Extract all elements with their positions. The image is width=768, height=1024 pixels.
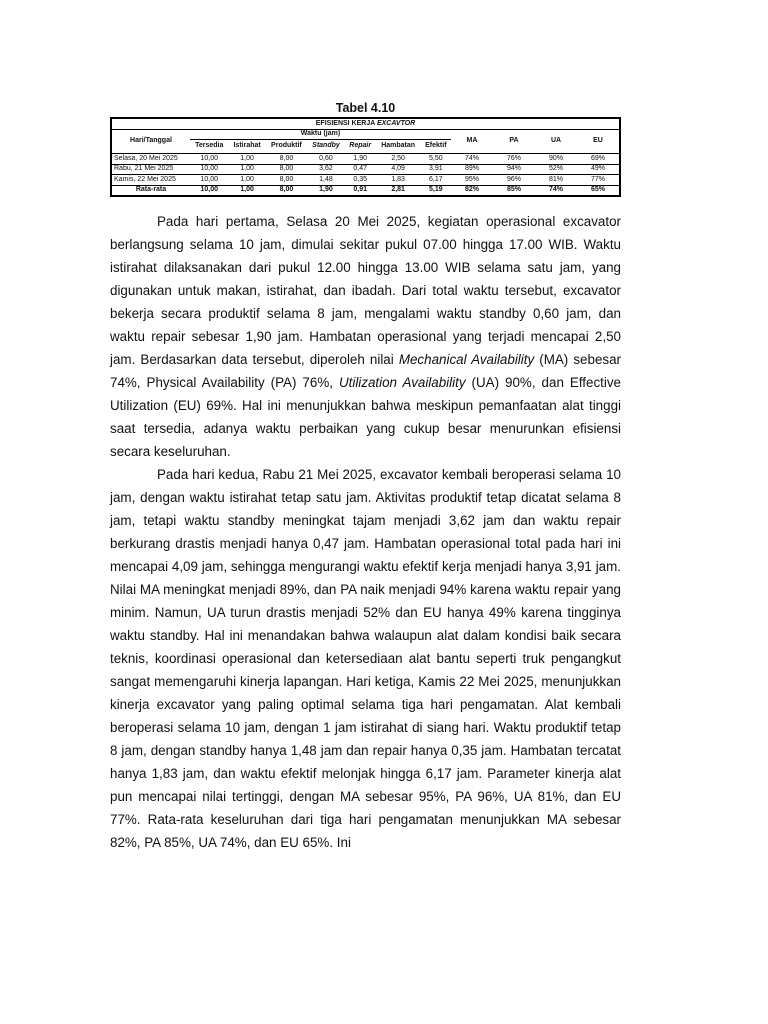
cell: 1,90 [345,154,376,165]
cell: 1,00 [228,164,265,175]
header-hambatan: Hambatan [376,140,421,154]
cell: 81% [535,175,577,186]
cell: 0,91 [345,185,376,195]
header-eu: EU [577,130,619,154]
cell: 74% [535,185,577,195]
cell-day: Rabu, 21 Mei 2025 [112,164,190,175]
cell: 4,09 [376,164,421,175]
cell: 82% [451,185,493,195]
cell: 1,48 [307,175,345,186]
cell: 1,00 [228,185,265,195]
cell: 10,00 [190,154,228,165]
efficiency-table [112,119,619,195]
term-mechanical-availability: Mechanical Availability [398,352,535,367]
header-efektif: Efektif [421,140,451,154]
cell: 8,00 [266,154,307,165]
header-waktu-group: Waktu (jam) [190,130,451,140]
efficiency-table-frame [110,117,621,197]
table-row [112,175,619,186]
header-ua: UA [535,130,577,154]
header-tersedia: Tersedia [190,140,228,154]
cell: 1,90 [307,185,345,195]
cell: 3,91 [421,164,451,175]
table-title-row [112,119,619,130]
header-produktif: Produktif [266,140,307,154]
header-pa: PA [493,130,535,154]
cell-avg-label: Rata-rata [112,185,190,195]
cell: 2,50 [376,154,421,165]
header-repair: Repair [345,140,376,154]
table-header-row-1 [112,130,619,140]
cell: 3,62 [307,164,345,175]
cell: 74% [451,154,493,165]
cell-day: Selasa, 20 Mei 2025 [112,154,190,165]
cell: 90% [535,154,577,165]
cell: 77% [577,175,619,186]
cell: 95% [451,175,493,186]
cell: 85% [493,185,535,195]
cell-day: Kamis, 22 Mei 2025 [112,175,190,186]
header-istirahat: Istirahat [228,140,265,154]
cell: 96% [493,175,535,186]
header-standby: Standby [307,140,345,154]
cell: 10,00 [190,185,228,195]
table-caption: Tabel 4.10 [335,101,396,115]
body-text [110,210,621,854]
table-row [112,154,619,165]
paragraph-day-1: Pada hari pertama, Selasa 20 Mei 2025, kegiatan operasional excavator berlangsung selama 10 jam, dimulai sekitar pukul 07.00 hingga 17.00 WIB. Waktu istirahat dilaksanakan dari pukul 12.00 hingga 13.00 WIB selama satu jam, yang digunakan untuk makan, istirahat, dan ibadah. Dari total waktu tersebut, excavator bekerja secara produktif selama 8 jam, mengalami waktu standby 0,60 jam, dan waktu repair sebesar 1,90 jam. Hambatan operasional yang terjadi mencapai 2,50 jam. Berdasarkan data tersebut, diperoleh nilai Mechanical Availability (MA) sebesar 74%, Physical Availability (PA) 76%, Utilization Availability (UA) 90%, dan Effective Utilization (EU) 69%. Hal ini menunjukkan bahwa meskipun pemanfaatan alat tinggi saat tersedia, adanya waktu perbaikan yang cukup besar menurunkan efisiensi secara keseluruhan. [110,214,622,459]
cell: 0,35 [345,175,376,186]
cell: 10,00 [190,175,228,186]
cell: 8,00 [266,185,307,195]
cell: 52% [535,164,577,175]
cell: 8,00 [266,175,307,186]
cell: 0,60 [307,154,345,165]
cell: 1,00 [228,175,265,186]
cell: 5,50 [421,154,451,165]
table-title: EFISIENSI KERJA EXCAVTOR [112,119,619,130]
cell: 65% [577,185,619,195]
cell: 5,19 [421,185,451,195]
cell: 69% [577,154,619,165]
cell: 0,47 [345,164,376,175]
table-row-average [112,185,619,195]
cell: 1,00 [228,154,265,165]
header-ma: MA [451,130,493,154]
cell: 8,00 [266,164,307,175]
cell: 89% [451,164,493,175]
cell: 10,00 [190,164,228,175]
cell: 6,17 [421,175,451,186]
cell: 2,81 [376,185,421,195]
cell: 76% [493,154,535,165]
cell: 1,83 [376,175,421,186]
term-utilization-availability: Utilization Availability [338,375,466,390]
header-day: Hari/Tanggal [112,130,190,154]
cell: 94% [493,164,535,175]
table-row [112,164,619,175]
cell: 49% [577,164,619,175]
paragraph-day-2-3: Pada hari kedua, Rabu 21 Mei 2025, excavator kembali beroperasi selama 10 jam, dengan waktu istirahat tetap satu jam. Aktivitas produktif tetap dicatat selama 8 jam, tetapi waktu standby meningkat tajam menjadi 3,62 jam dan waktu repair berkurang drastis menjadi hanya 0,47 jam. Hambatan operasional total pada hari ini mencapai 4,09 jam, sehingga mengurangi waktu efektif kerja menjadi hanya 3,91 jam. Nilai MA meningkat menjadi 89%, dan PA naik menjadi 94% karena waktu repair yang minim. Namun, UA turun drastis menjadi 52% dan EU hanya 49% karena tingginya waktu standby. Hal ini menandakan bahwa walaupun alat dalam kondisi baik secara teknis, koordinasi operasional dan ketersediaan alat bantu seperti truk pengangkut sangat memengaruhi kinerja lapangan. Hari ketiga, Kamis 22 Mei 2025, menunjukkan kinerja excavator yang paling optimal selama tiga hari pengamatan. Alat kembali beroperasi selama 10 jam, dengan 1 jam istirahat di siang hari. Waktu produktif tetap 8 jam, dengan standby hanya 1,48 jam dan repair hanya 0,35 jam. Hambatan tercatat hanya 1,83 jam, dan waktu efektif melonjak hingga 6,17 jam. Parameter kinerja alat pun mencapai nilai tertinggi, dengan MA sebesar 95%, PA 96%, UA 81%, dan EU 77%. Rata-rata keseluruhan dari tiga hari pengamatan menunjukkan MA sebesar 82%, PA 85%, UA 74%, dan EU 65%. Ini [110,467,621,850]
